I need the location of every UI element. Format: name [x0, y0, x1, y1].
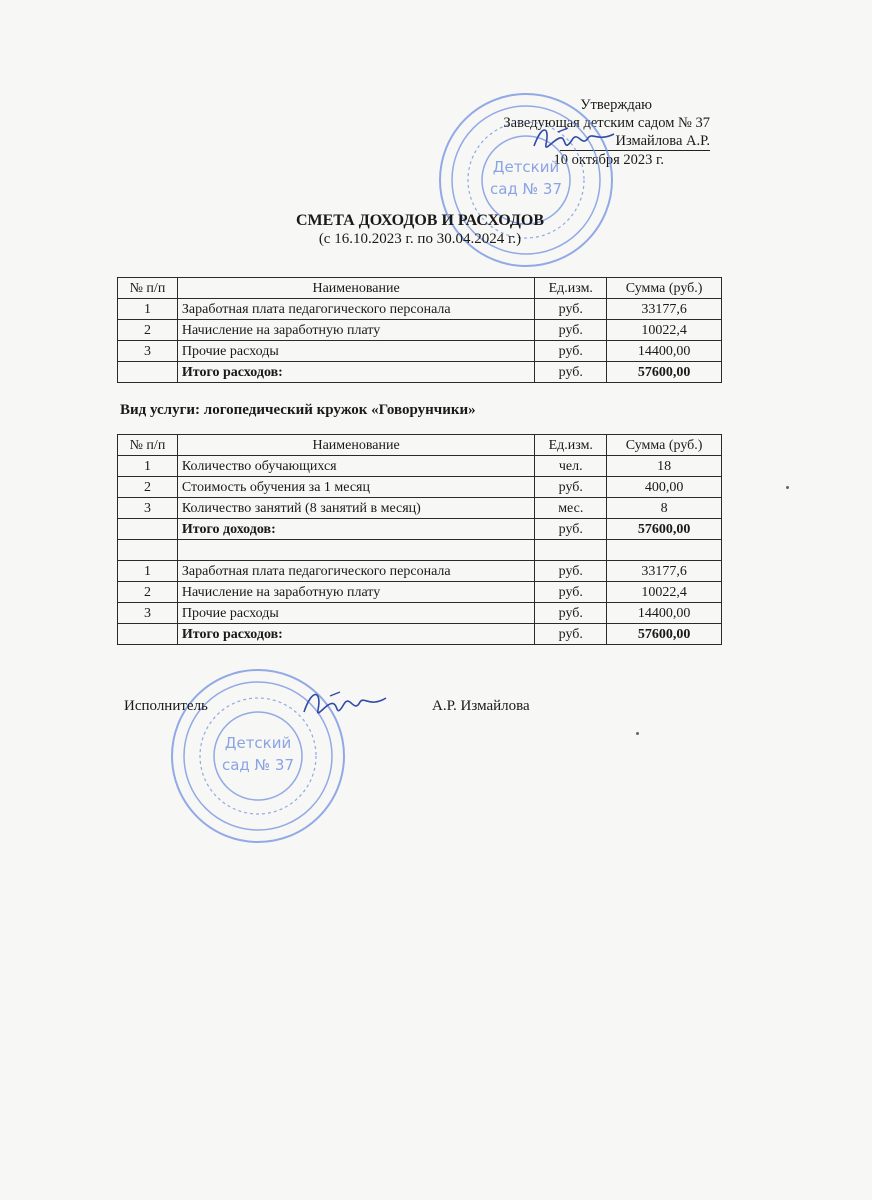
stamp-bottom-line-1: Детский	[224, 734, 292, 752]
row-sum: 18	[607, 456, 722, 477]
header-name: Наименование	[177, 435, 534, 456]
row-num: 2	[118, 320, 178, 341]
table-row	[118, 561, 722, 582]
header-name: Наименование	[177, 278, 534, 299]
total-label: Итого расходов:	[177, 362, 534, 383]
row-unit: руб.	[535, 299, 607, 320]
total-sum: 57600,00	[607, 624, 722, 645]
total-label: Итого расходов:	[177, 624, 534, 645]
header-num: № п/п	[118, 435, 178, 456]
total-num	[118, 519, 178, 540]
signature-bottom	[298, 682, 390, 728]
approval-line-1: Утверждаю	[580, 97, 652, 113]
row-sum: 14400,00	[607, 341, 722, 362]
total-label: Итого доходов:	[177, 519, 534, 540]
row-unit: руб.	[535, 320, 607, 341]
row-name: Заработная плата педагогического персонала	[177, 561, 534, 582]
row-unit: руб.	[535, 341, 607, 362]
total-row	[118, 624, 722, 645]
table-row	[118, 299, 722, 320]
row-num: 3	[118, 341, 178, 362]
total-unit: руб.	[535, 519, 607, 540]
row-name: Количество занятий (8 занятий в месяц)	[177, 498, 534, 519]
total-sum: 57600,00	[607, 362, 722, 383]
total-row	[118, 362, 722, 383]
row-num: 3	[118, 603, 178, 624]
document-title: СМЕТА ДОХОДОВ И РАСХОДОВ	[295, 212, 545, 229]
header-sum: Сумма (руб.)	[607, 435, 722, 456]
row-num: 3	[118, 498, 178, 519]
table-row	[118, 603, 722, 624]
row-num: 2	[118, 582, 178, 603]
table-header-row	[118, 435, 722, 456]
row-name: Начисление на заработную плату	[177, 320, 534, 341]
row-num: 1	[118, 561, 178, 582]
speck	[636, 732, 639, 735]
header-unit: Ед.изм.	[535, 278, 607, 299]
approval-line-2: Заведующая детским садом № 37	[503, 115, 710, 131]
row-sum: 33177,6	[607, 299, 722, 320]
speck	[786, 486, 789, 489]
income-table	[117, 434, 722, 645]
row-sum: 400,00	[607, 477, 722, 498]
row-unit: чел.	[535, 456, 607, 477]
executor-name: А.Р. Измайлова	[432, 698, 530, 714]
table-row	[118, 456, 722, 477]
document-period: (с 16.10.2023 г. по 30.04.2024 г.)	[318, 231, 522, 247]
table-header-row	[118, 278, 722, 299]
row-sum: 10022,4	[607, 582, 722, 603]
total-row	[118, 519, 722, 540]
total-unit: руб.	[535, 624, 607, 645]
empty-row	[118, 540, 722, 561]
row-unit: руб.	[535, 561, 607, 582]
executor-label: Исполнитель	[124, 698, 208, 714]
header-sum: Сумма (руб.)	[607, 278, 722, 299]
table-row	[118, 498, 722, 519]
table-row	[118, 477, 722, 498]
row-name: Начисление на заработную плату	[177, 582, 534, 603]
row-sum: 8	[607, 498, 722, 519]
row-sum: 14400,00	[607, 603, 722, 624]
header-num: № п/п	[118, 278, 178, 299]
row-name: Заработная плата педагогического персонала	[177, 299, 534, 320]
row-name: Прочие расходы	[177, 341, 534, 362]
row-num: 1	[118, 299, 178, 320]
stamp-top-line-2: сад № 37	[489, 180, 563, 198]
table-row	[118, 320, 722, 341]
signature-top	[528, 118, 618, 162]
table-row	[118, 341, 722, 362]
row-sum: 33177,6	[607, 561, 722, 582]
approval-line-3: Измайлова А.Р.	[560, 132, 710, 151]
total-sum: 57600,00	[607, 519, 722, 540]
total-unit: руб.	[535, 362, 607, 383]
row-name: Стоимость обучения за 1 месяц	[177, 477, 534, 498]
row-num: 2	[118, 477, 178, 498]
header-unit: Ед.изм.	[535, 435, 607, 456]
stamp-bottom-line-2: сад № 37	[221, 756, 295, 774]
row-unit: мес.	[535, 498, 607, 519]
row-unit: руб.	[535, 477, 607, 498]
row-name: Прочие расходы	[177, 603, 534, 624]
approval-line-4: 10 октября 2023 г.	[553, 152, 664, 168]
expenses-table	[117, 277, 722, 383]
total-num	[118, 362, 178, 383]
row-name: Количество обучающихся	[177, 456, 534, 477]
row-sum: 10022,4	[607, 320, 722, 341]
row-unit: руб.	[535, 582, 607, 603]
table-row	[118, 582, 722, 603]
service-label: Вид услуги: логопедический кружок «Говорунчики»	[120, 402, 476, 418]
total-num	[118, 624, 178, 645]
stamp-top-line-1: Детский	[492, 158, 560, 176]
row-unit: руб.	[535, 603, 607, 624]
row-num: 1	[118, 456, 178, 477]
